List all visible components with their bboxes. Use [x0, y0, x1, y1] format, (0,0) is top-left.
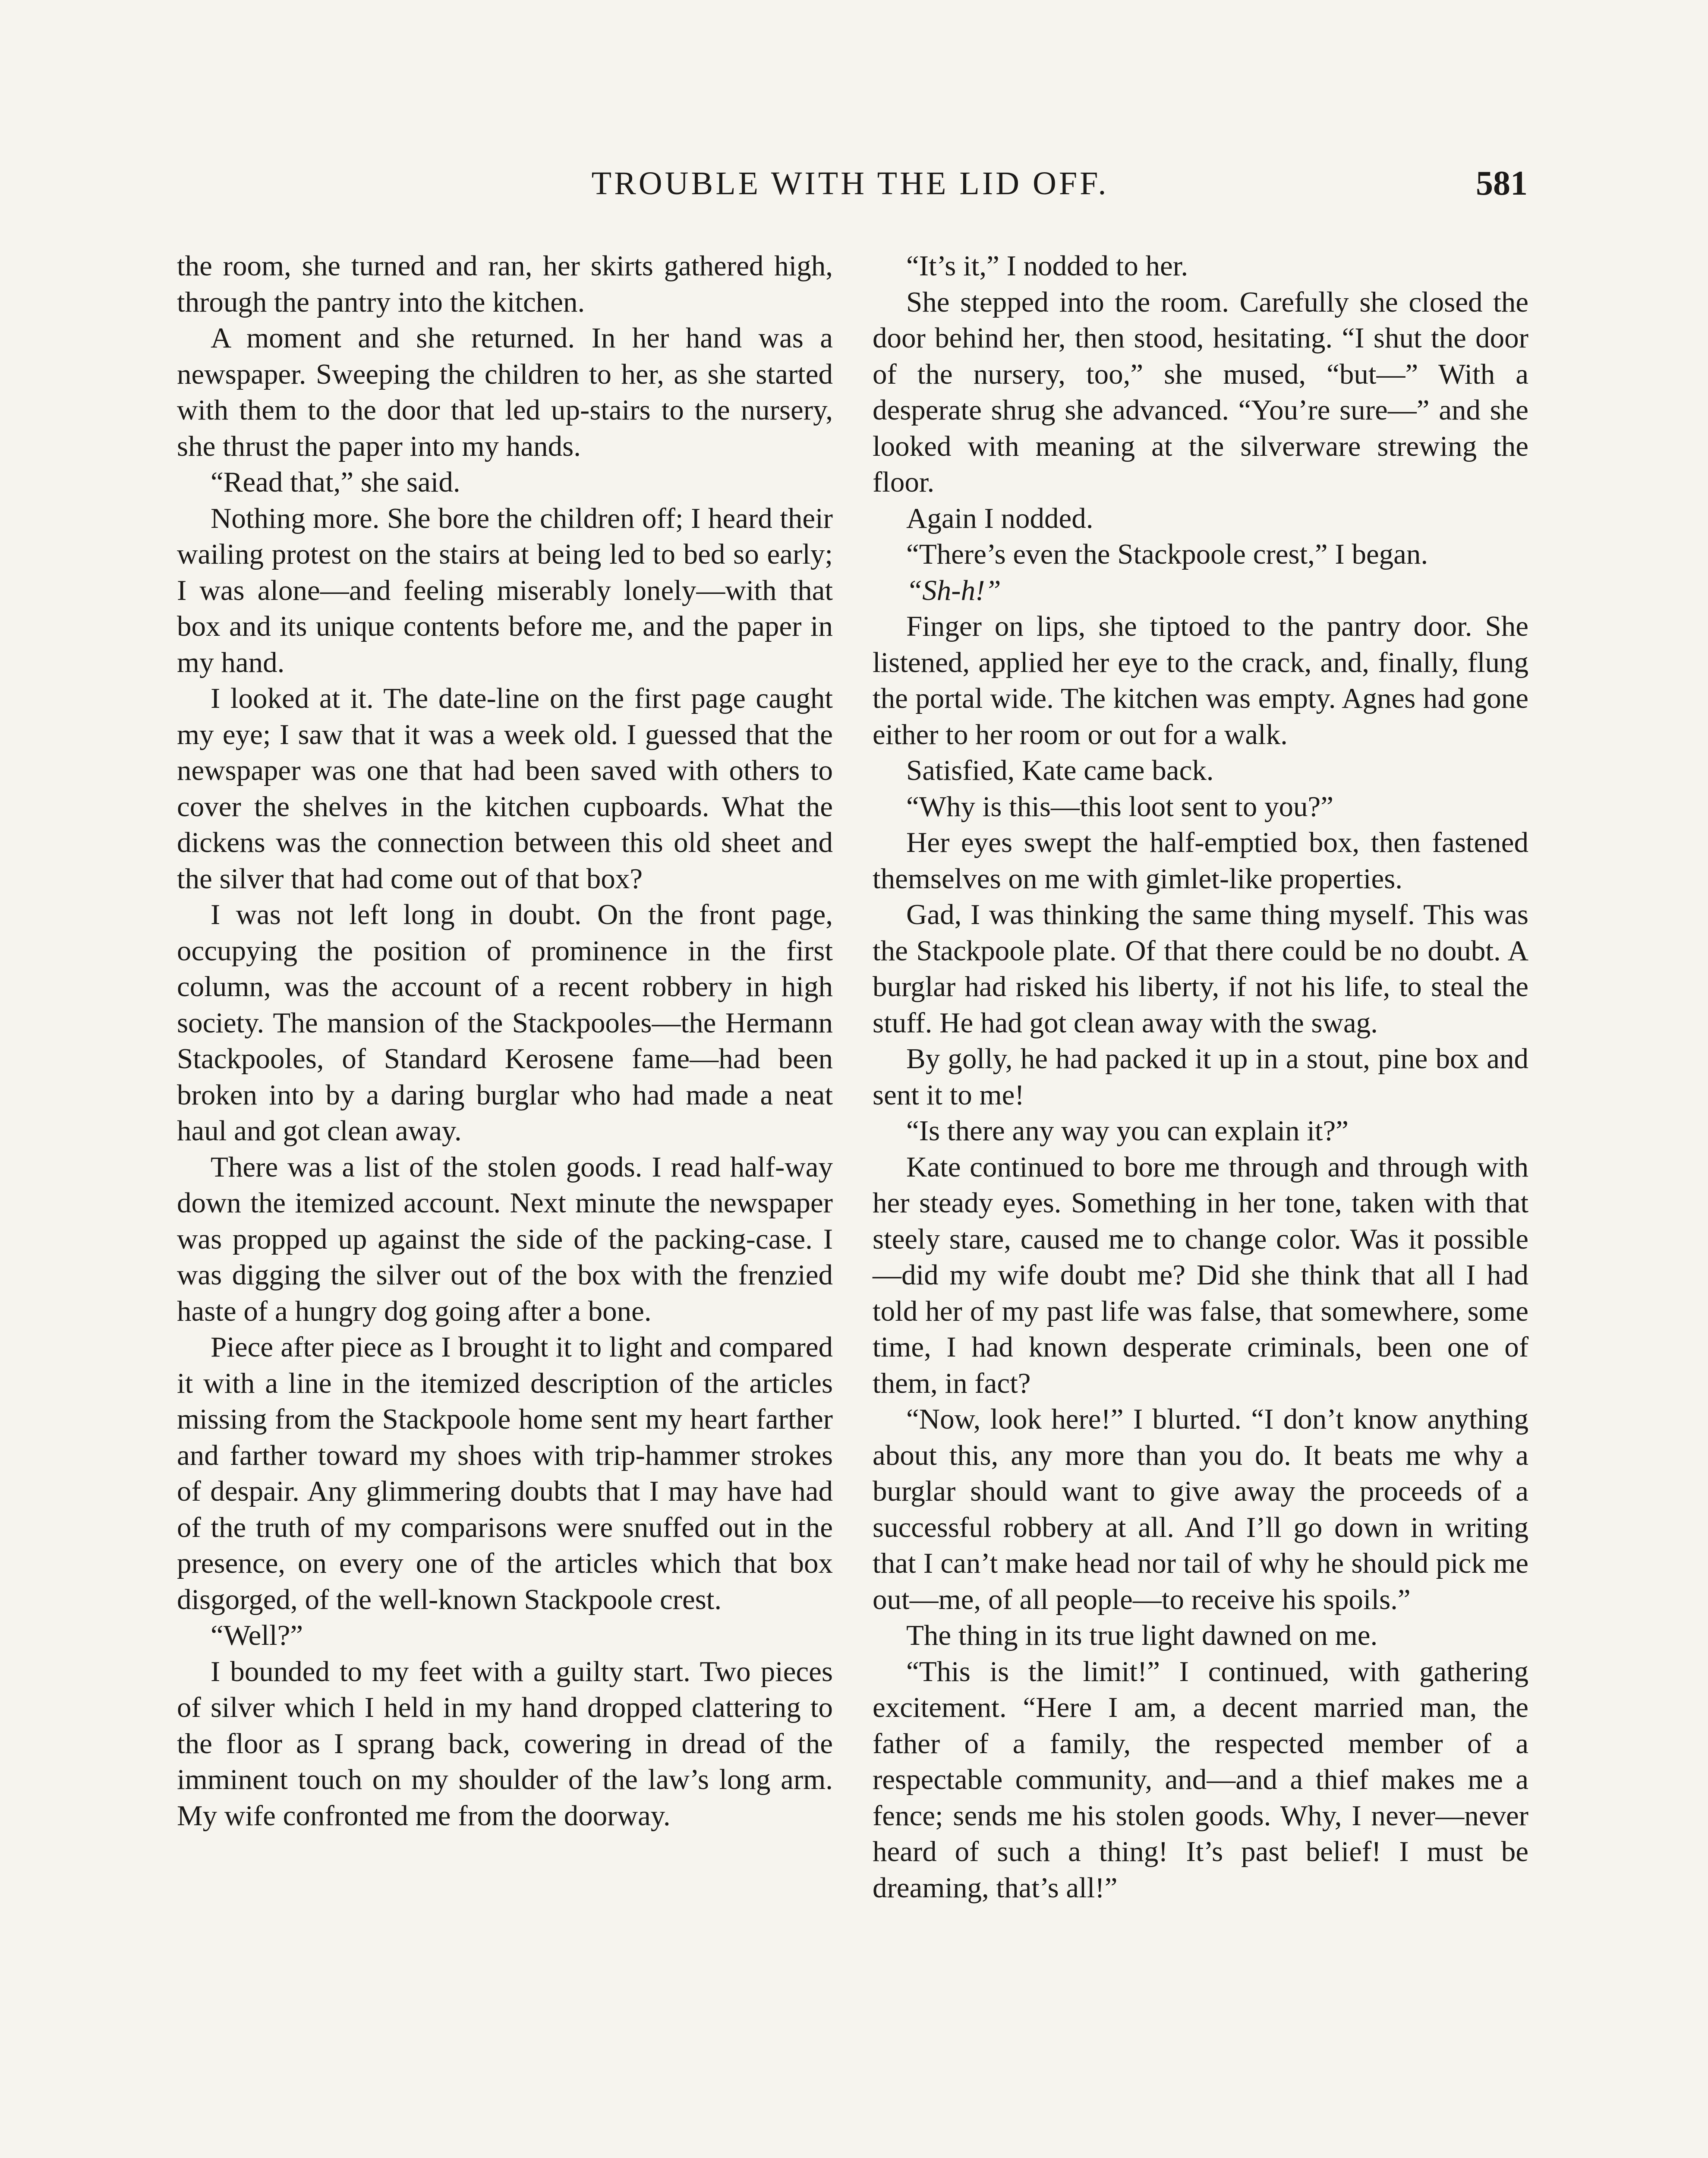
paragraph: I bounded to my feet with a guilty start. Two pieces of silver which I held in my hand dropped clattering to the floor as I sprang back, cowering in dread of the imminent touch on my shoulder of the law’s long arm. My wife confronted me from the doorway. — [177, 1655, 833, 1832]
paragraph: I was not left long in doubt. On the front page, occupying the position of prominence in the first column, was the account of a recent robbery in high society. The mansion of the Stackpooles—the Hermann Stackpooles, of Standard Kerosene fame—had been broken into by a daring burglar who had made a neat haul and got clean away. — [177, 899, 833, 1147]
paragraph: “It’s it,” I nodded to her. — [906, 250, 1188, 282]
paragraph: The thing in its true light dawned on me. — [906, 1619, 1378, 1651]
paragraph: “Now, look here!” I blurted. “I don’t know anything about this, any more than you do. It beats me why a burglar should want to give away the proceeds of a successful robbery at all. And I’ll go down in writing that I can’t make head nor tail of why he should pick me out—me, of all people—to receive his spoils.” — [873, 1403, 1528, 1615]
right-column — [873, 248, 1528, 1906]
running-head: TROUBLE WITH THE LID OFF. — [591, 165, 1109, 202]
paragraph: I looked at it. The date-line on the first page caught my eye; I saw that it was a week old. I guessed that the newspaper was one that had been saved with others to cover the shelves in the kitchen cupboards. What the dickens was the connection between this old sheet and the silver that had come out of that box? — [177, 682, 833, 895]
paragraph: Gad, I was thinking the same thing myself. This was the Stackpoole plate. Of that there could be no doubt. A burglar had risked his liberty, if not his life, to steal the stuff. He had got clean away with the swag. — [873, 899, 1528, 1039]
paragraph: “Sh-h!” — [906, 574, 1001, 606]
paragraph: A moment and she returned. In her hand was a newspaper. Sweeping the children to her, as she started with them to the door that led up-stairs to the nursery, she thrust the paper into my hands. — [177, 322, 833, 462]
page-header — [173, 160, 1528, 207]
paragraph: Piece after piece as I brought it to light and compared it with a line in the itemized description of the articles missing from the Stackpoole home sent my heart farther and farther toward my shoes with trip-hammer strokes of despair. Any glimmering doubts that I may have had of the truth of my comparisons were snuffed out in the presence, on every one of the articles which that box disgorged, of the well-known Stackpoole crest. — [177, 1331, 833, 1615]
paragraph: Finger on lips, she tiptoed to the pantry door. She listened, applied her eye to the crack, and, finally, flung the portal wide. The kitchen was empty. Agnes had gone either to her room or out for a walk. — [873, 610, 1528, 751]
paragraph: Satisfied, Kate came back. — [906, 754, 1214, 786]
paragraph: Again I nodded. — [906, 502, 1093, 534]
paragraph: “Well?” — [211, 1619, 303, 1651]
paragraph: “This is the limit!” I continued, with gathering excitement. “Here I am, a decent married man, the father of a family, the respected member of a respectable community, and—and a thief makes me a fence; sends me his stolen goods. Why, I never—never heard of such a thing! It’s past belief! I must be dreaming, that’s all!” — [873, 1655, 1528, 1904]
paragraph: “There’s even the Stackpoole crest,” I began. — [906, 538, 1428, 570]
paragraph: the room, she turned and ran, her skirts gathered high, through the pantry into the kitchen. — [177, 250, 833, 318]
paragraph: Kate continued to bore me through and through with her steady eyes. Something in her tone, taken with that steely stare, caused me to change color. Was it possible—did my wife doubt me? Did she think that all I had told her of my past life was false, that somewhere, some time, I had known desperate criminals, been one of them, in fact? — [873, 1151, 1528, 1399]
paragraph: “Is there any way you can explain it?” — [906, 1115, 1349, 1147]
paragraph: She stepped into the room. Carefully she closed the door behind her, then stood, hesitating. “I shut the door of the nursery, too,” she mused, “but—” With a desperate shrug she advanced. “You’re sure—” and she looked with meaning at the silverware strewing the floor. — [873, 286, 1528, 498]
paragraph: Nothing more. She bore the children off; I heard their wailing protest on the stairs at being led to bed so early; I was alone—and feeling miserably lonely—with that box and its unique contents before me, and the paper in my hand. — [177, 502, 833, 678]
paragraph: “Why is this—this loot sent to you?” — [906, 790, 1334, 823]
paragraph: By golly, he had packed it up in a stout, pine box and sent it to me! — [873, 1043, 1528, 1111]
paragraph: “Read that,” she said. — [211, 466, 460, 498]
paragraph: Her eyes swept the half-emptied box, then fastened themselves on me with gimlet-like properties. — [873, 827, 1528, 895]
paragraph: There was a list of the stolen goods. I read half-way down the itemized account. Next minute the newspaper was propped up against the side of the packing-case. I was digging the silver out of the box with the frenzied haste of a hungry dog going after a bone. — [177, 1151, 833, 1327]
left-column — [177, 248, 833, 1834]
page-number: 581 — [1476, 164, 1528, 202]
